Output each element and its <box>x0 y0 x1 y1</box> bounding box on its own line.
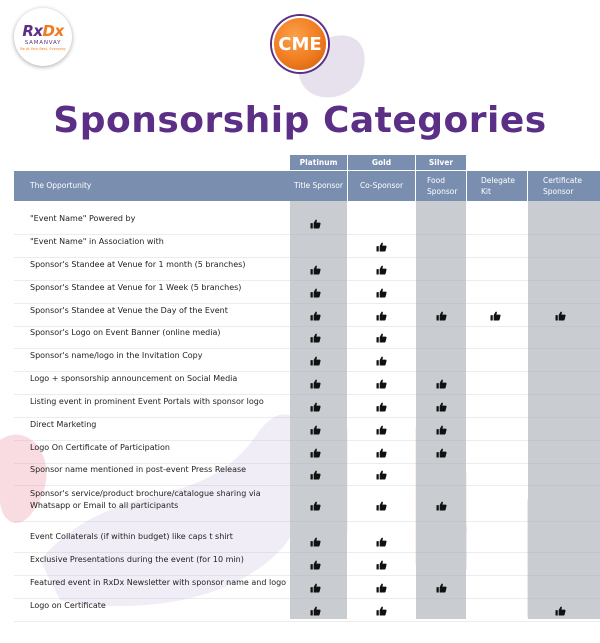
row-divider <box>14 575 600 576</box>
cme-logo <box>268 12 332 76</box>
page-title: Sponsorship Categories <box>53 100 547 141</box>
thumbs-up-icon <box>555 601 566 611</box>
header-divider <box>415 171 416 201</box>
opportunity-label: Sponsor's Standee at Venue for 1 month (5 branches) <box>30 260 246 269</box>
header-food-sponsor: Food Sponsor <box>427 176 458 196</box>
thumbs-up-icon <box>376 532 387 542</box>
thumbs-up-icon <box>436 578 447 588</box>
row-divider <box>14 598 600 599</box>
thumbs-up-icon <box>376 601 387 611</box>
thumbs-up-icon <box>376 555 387 565</box>
tier-platinum: Platinum <box>290 155 347 170</box>
thumbs-up-icon <box>310 420 321 430</box>
thumbs-up-icon <box>376 306 387 316</box>
row-divider <box>14 303 600 304</box>
thumbs-up-icon <box>310 328 321 338</box>
header-opportunity: The Opportunity <box>30 181 92 190</box>
opportunity-label: Sponsor's name/logo in the Invitation Copy <box>30 351 203 360</box>
row-divider <box>14 371 600 372</box>
rxdx-samanvay-logo <box>14 8 72 66</box>
row-divider <box>14 280 600 281</box>
thumbs-up-icon <box>310 578 321 588</box>
opportunity-label: "Event Name" in Association with <box>30 237 164 246</box>
thumbs-up-icon <box>310 496 321 506</box>
row-divider <box>14 348 600 349</box>
tier-silver: Silver <box>416 155 466 170</box>
opportunity-label: Sponsor's Standee at Venue the Day of the Event <box>30 306 228 315</box>
thumbs-up-icon <box>310 260 321 270</box>
header-divider <box>527 171 528 201</box>
rxdx-logo-subtitle: SAMANVAY <box>24 39 62 46</box>
opportunity-label: Sponsor's Standee at Venue for 1 Week (5 branches) <box>30 283 242 292</box>
row-divider <box>14 621 600 622</box>
thumbs-up-icon <box>376 496 387 506</box>
thumbs-up-icon <box>310 306 321 316</box>
header-title-sponsor: Title Sponsor <box>294 181 343 190</box>
thumbs-up-icon <box>310 532 321 542</box>
thumbs-up-icon <box>436 374 447 384</box>
row-divider <box>14 394 600 395</box>
thumbs-up-icon <box>310 443 321 453</box>
thumbs-up-icon <box>436 397 447 407</box>
row-divider <box>14 485 600 486</box>
cme-logo-text: CME <box>278 33 322 55</box>
rxdx-logo-brand: RxDx <box>22 21 64 40</box>
thumbs-up-icon <box>436 306 447 316</box>
thumbs-up-icon <box>376 443 387 453</box>
row-divider <box>14 521 600 522</box>
opportunity-label: Event Collaterals (if within budget) like caps t shirt <box>30 532 233 541</box>
opportunity-label: Logo + sponsorship announcement on Social Media <box>30 374 238 383</box>
opportunity-label: Listing event in prominent Event Portals with sponsor logo <box>30 397 264 406</box>
rxdx-logo-tagline: Be At Your Best, Everyday <box>20 46 66 51</box>
thumbs-up-icon <box>310 555 321 565</box>
thumbs-up-icon <box>310 283 321 293</box>
thumbs-up-icon <box>376 351 387 361</box>
thumbs-up-icon <box>376 465 387 475</box>
thumbs-up-icon <box>310 214 321 224</box>
opportunity-label: Featured event in RxDx Newsletter with sponsor name and logo <box>30 578 287 587</box>
opportunity-label: Sponsor's service/product brochure/catalogue sharing via Whatsapp or Email to all participants <box>30 489 261 510</box>
opportunity-label: Logo On Certificate of Participation <box>30 443 170 452</box>
row-divider <box>14 552 600 553</box>
opportunity-label: Exclusive Presentations during the event (for 10 min) <box>30 555 244 564</box>
thumbs-up-icon <box>310 351 321 361</box>
row-divider <box>14 257 600 258</box>
thumbs-up-icon <box>376 328 387 338</box>
tier-gold: Gold <box>348 155 415 170</box>
row-divider <box>14 417 600 418</box>
header-co-sponsor: Co-Sponsor <box>359 181 404 190</box>
thumbs-up-icon <box>310 397 321 407</box>
thumbs-up-icon <box>376 578 387 588</box>
opportunity-label: Sponsor name mentioned in post-event Press Release <box>30 465 247 474</box>
opportunity-label: Logo on Certificate <box>30 601 106 610</box>
thumbs-up-icon <box>436 496 447 506</box>
row-divider <box>14 234 600 235</box>
thumbs-up-icon <box>310 465 321 475</box>
header-divider <box>466 171 467 201</box>
opportunity-label: Direct Marketing <box>30 420 97 429</box>
thumbs-up-icon <box>376 237 387 247</box>
thumbs-up-icon <box>436 443 447 453</box>
thumbs-up-icon <box>490 306 501 316</box>
row-divider <box>14 440 600 441</box>
thumbs-up-icon <box>376 420 387 430</box>
thumbs-up-icon <box>310 374 321 384</box>
header-certificate-sponsor: Certificate Sponsor <box>543 176 582 196</box>
opportunity-label: Sponsor's Logo on Event Banner (online media) <box>30 328 221 337</box>
thumbs-up-icon <box>436 420 447 430</box>
thumbs-up-icon <box>376 283 387 293</box>
thumbs-up-icon <box>310 601 321 611</box>
thumbs-up-icon <box>376 374 387 384</box>
thumbs-up-icon <box>555 306 566 316</box>
header-delegate-kit: Delegate Kit <box>481 176 515 196</box>
thumbs-up-icon <box>376 397 387 407</box>
opportunity-label: "Event Name" Powered by <box>30 214 136 223</box>
thumbs-up-icon <box>376 260 387 270</box>
